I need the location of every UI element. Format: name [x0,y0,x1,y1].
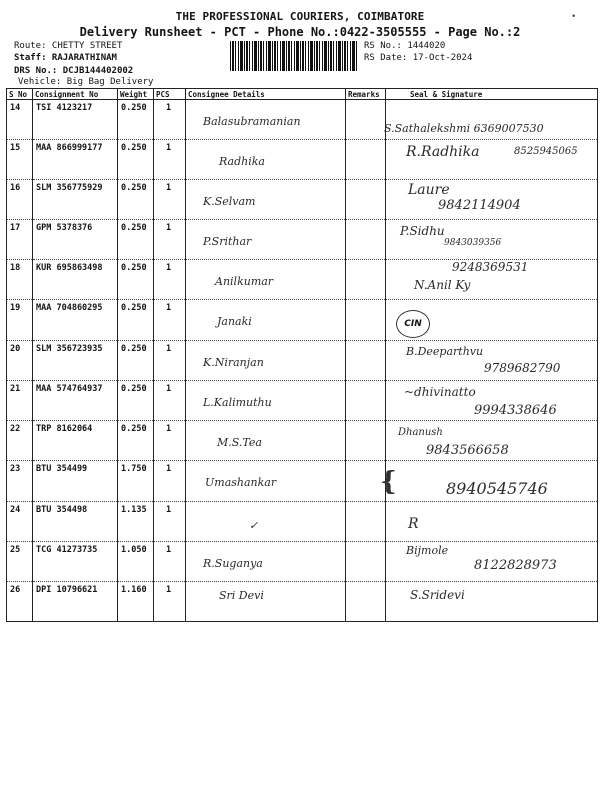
cell-consignee [186,461,346,502]
table-row [7,461,598,502]
cell-weight: 0.250 [118,421,154,461]
runsheet-subtitle: Delivery Runsheet - PCT - Phone No.:0422-3505555 - Page No.:2 [79,25,521,39]
table-row [7,582,598,622]
phone-handwriting: 9789682790 [484,361,561,375]
consignee-handwriting: R.Suganya [203,557,263,570]
consignee-handwriting: P.Srithar [203,235,252,248]
cell-consignment: BTU 354499 [33,461,118,502]
table-row [7,220,598,260]
brace-scribble: { [380,467,397,497]
signature-handwriting: P.Sidhu [400,224,445,238]
cell-consignee [186,381,346,421]
cell-signature [386,421,598,461]
cell-consignment: MAA 866999177 [33,140,118,180]
cell-sno: 20 [7,341,33,381]
cell-sno: 26 [7,582,33,622]
cell-consignee [186,140,346,180]
cell-remarks [346,100,386,140]
cell-pcs: 1 [154,300,186,341]
signature-handwriting: Laure [408,182,450,198]
cell-signature [386,300,598,341]
cell-remarks [346,300,386,341]
table-row [7,502,598,542]
cell-sno: 16 [7,180,33,220]
cell-remarks [346,542,386,582]
cell-consignment: BTU 354498 [33,502,118,542]
signature-handwriting: R [408,516,419,532]
table-row [7,300,598,341]
consignee-handwriting: M.S.Tea [217,436,262,449]
cell-weight: 0.250 [118,180,154,220]
cell-pcs: 1 [154,220,186,260]
phone-handwriting: 8940545746 [446,479,548,498]
runsheet-table [6,88,598,622]
cell-consignee [186,180,346,220]
table-row [7,140,598,180]
cell-consignee [186,300,346,341]
cell-pcs: 1 [154,341,186,381]
cell-weight: 1.750 [118,461,154,502]
cell-sno: 18 [7,260,33,300]
cell-signature [386,502,598,542]
signature-handwriting: S.Sridevi [410,588,465,602]
cell-consignment: MAA 574764937 [33,381,118,421]
table-row [7,100,598,140]
signature-handwriting: Dhanush [398,427,443,438]
cell-sno: 22 [7,421,33,461]
cell-consignment: GPM 5378376 [33,220,118,260]
cell-pcs: 1 [154,140,186,180]
cell-consignment: DPI 10796621 [33,582,118,622]
consignee-handwriting: Balasubramanian [203,115,301,128]
cell-sno: 24 [7,502,33,542]
cell-consignment: TCG 41273735 [33,542,118,582]
cell-consignee [186,421,346,461]
table-header-row [7,89,598,100]
cell-sno: 15 [7,140,33,180]
phone-handwriting: 9994338646 [474,403,557,418]
phone-handwriting: 8525945065 [514,146,578,157]
cell-sno: 19 [7,300,33,341]
cell-consignee [186,220,346,260]
cell-remarks [346,421,386,461]
col-header-consignment: Consignment No [33,89,118,100]
col-header-sno: S No [7,89,33,100]
col-header-weight: Weight [118,89,154,100]
cell-signature [386,260,598,300]
cell-sno: 17 [7,220,33,260]
cell-signature [386,220,598,260]
cell-weight: 0.250 [118,260,154,300]
cell-pcs: 1 [154,180,186,220]
cell-pcs: 1 [154,502,186,542]
table-row [7,542,598,582]
table-row [7,421,598,461]
cell-sno: 21 [7,381,33,421]
consignee-handwriting: K.Niranjan [203,356,264,369]
drs-number: DRS No.: DCJB144402002 [14,66,134,76]
signature-handwriting: R.Radhika [406,144,480,160]
cell-remarks [346,260,386,300]
table-row [7,180,598,220]
staff-label: Staff: RAJARATHINAM [14,53,117,63]
consignee-handwriting: ✓ [249,519,259,532]
cell-consignee [186,502,346,542]
phone-handwriting: 9843039356 [444,238,502,248]
cell-consignee [186,100,346,140]
cell-weight: 0.250 [118,341,154,381]
cell-signature [386,381,598,421]
cell-consignment: SLM 356775929 [33,180,118,220]
consignee-handwriting: Umashankar [205,476,277,489]
cell-consignment: SLM 356723935 [33,341,118,381]
cell-consignee [186,341,346,381]
col-header-consignee: Consignee Details [186,89,346,100]
cell-remarks [346,502,386,542]
cell-consignee [186,582,346,622]
cell-pcs: 1 [154,421,186,461]
initials-stamp: CIN [396,310,430,338]
cell-signature [386,582,598,622]
cell-sno: 25 [7,542,33,582]
table-row [7,381,598,421]
table-row [7,260,598,300]
cell-signature [386,140,598,180]
signature-handwriting: ~dhivinatto [404,385,476,399]
cell-weight: 0.250 [118,381,154,421]
cell-consignment: TSI 4123217 [33,100,118,140]
cell-remarks [346,341,386,381]
signature-handwriting: Bijmole [406,544,449,557]
cell-remarks [346,180,386,220]
cell-sno: 23 [7,461,33,502]
cell-weight: 1.050 [118,542,154,582]
consignee-handwriting: Radhika [219,155,265,168]
cell-pcs: 1 [154,542,186,582]
cell-weight: 1.135 [118,502,154,542]
cell-signature [386,542,598,582]
cell-pcs: 1 [154,260,186,300]
cell-pcs: 1 [154,100,186,140]
cell-weight: 0.250 [118,140,154,180]
cell-signature [386,341,598,381]
cell-sno: 14 [7,100,33,140]
scan-speck: • [571,12,577,22]
table-row [7,341,598,381]
phone-handwriting: 8122828973 [474,558,557,573]
cell-remarks [346,582,386,622]
cell-pcs: 1 [154,461,186,502]
vehicle-label: Vehicle: Big Bag Delivery [18,77,154,87]
cell-signature [386,100,598,140]
rs-number: RS No.: 1444020 [364,41,446,51]
cell-pcs: 1 [154,582,186,622]
cell-consignee [186,260,346,300]
company-title: THE PROFESSIONAL COURIERS, COIMBATORE [175,10,425,23]
col-header-pcs: PCS [154,89,186,100]
signature-handwriting: B.Deeparthvu [406,345,484,358]
col-header-remarks: Remarks [346,89,386,100]
col-header-signature: Seal & Signature [386,89,598,100]
cell-consignment: KUR 695863498 [33,260,118,300]
barcode [230,41,358,71]
phone-handwriting: 9842114904 [438,198,521,213]
rs-date: RS Date: 17-Oct-2024 [364,53,473,63]
phone-handwriting: 9843566658 [426,443,509,458]
consignee-handwriting: Anilkumar [215,275,274,288]
signature-handwriting: S.Sathalekshmi 6369007530 [384,122,544,135]
cell-consignee [186,542,346,582]
phone-handwriting: 9248369531 [452,260,529,274]
cell-signature [386,180,598,220]
consignee-handwriting: Janaki [217,315,252,328]
cell-weight: 0.250 [118,220,154,260]
cell-weight: 0.250 [118,100,154,140]
cell-weight: 0.250 [118,300,154,341]
cell-pcs: 1 [154,381,186,421]
consignee-handwriting: K.Selvam [203,195,256,208]
cell-consignment: MAA 704860295 [33,300,118,341]
cell-remarks [346,381,386,421]
cell-weight: 1.160 [118,582,154,622]
route-label: Route: CHETTY STREET [14,41,123,51]
cell-consignment: TRP 8162064 [33,421,118,461]
signature-handwriting: N.Anil Ky [414,278,471,292]
consignee-handwriting: Sri Devi [219,589,264,602]
cell-remarks [346,140,386,180]
cell-signature [380,461,598,502]
cell-remarks [346,220,386,260]
consignee-handwriting: L.Kalimuthu [203,396,272,409]
